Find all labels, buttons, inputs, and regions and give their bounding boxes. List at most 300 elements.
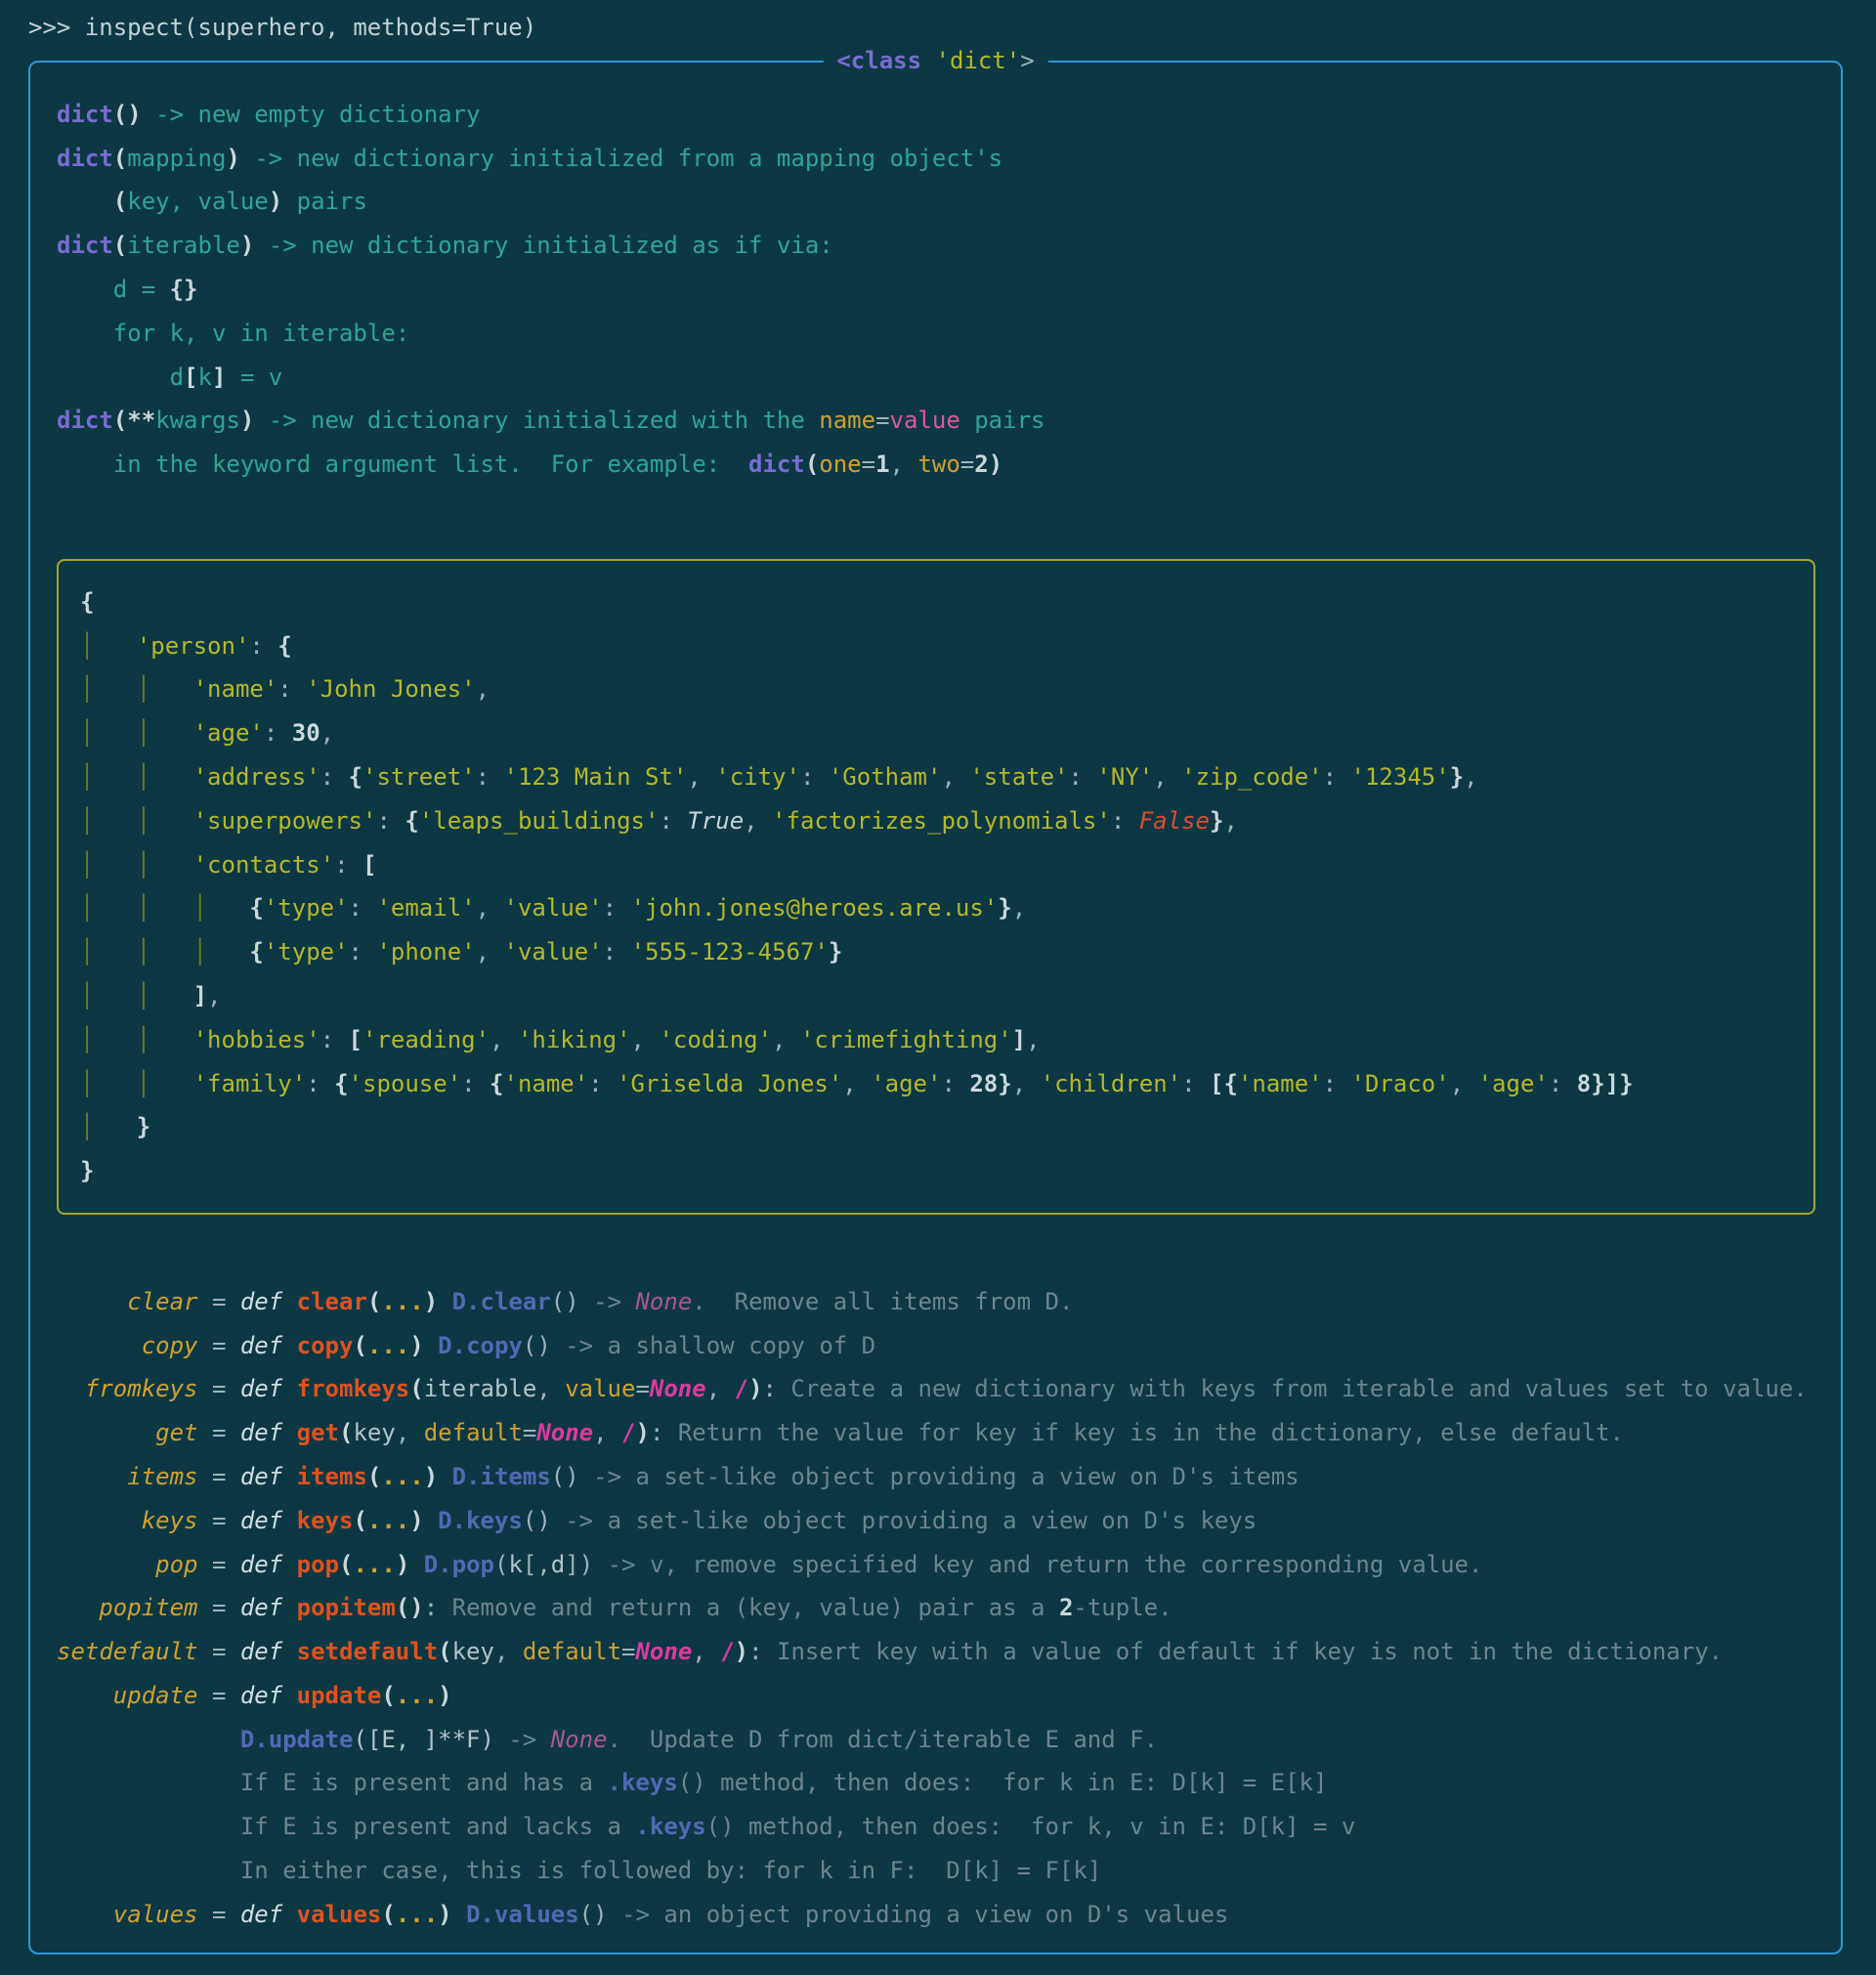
code-segment-s: 'value'	[503, 938, 603, 966]
docstring-line	[57, 224, 1825, 268]
code-segment-d: . Remove all items from D.	[692, 1287, 1074, 1315]
code-segment-kw: dict	[57, 144, 113, 172]
code-segment-p: :	[263, 719, 292, 748]
code-segment-ar: key	[451, 1638, 494, 1666]
code-segment-p: ,	[395, 1419, 424, 1447]
code-segment-p: =	[621, 1638, 636, 1666]
code-segment-p: :	[1548, 1069, 1577, 1097]
code-segment-br: }	[1449, 762, 1465, 791]
code-segment-t: d =	[57, 275, 170, 303]
code-segment-db: D.copy	[438, 1331, 523, 1359]
code-segment-s: 'person'	[136, 631, 250, 660]
methods-section	[57, 1280, 1825, 1937]
code-segment-p: =	[861, 451, 876, 479]
code-segment-n: 30	[291, 719, 320, 748]
code-segment-df: def	[239, 1900, 297, 1928]
code-segment-ar: ([E, ]**F)	[353, 1725, 494, 1753]
code-segment-mb: items	[296, 1462, 367, 1490]
code-segment-s: '555-123-4567'	[630, 938, 829, 966]
code-segment-db: D.keys	[438, 1506, 523, 1534]
code-segment-s: 'children'	[1040, 1069, 1182, 1097]
code-segment-t: mapping	[127, 144, 227, 172]
code-segment-s: 'age'	[192, 719, 264, 748]
code-segment-el: ...	[381, 1462, 424, 1490]
code-segment-s: 'crimefighting'	[799, 1025, 1012, 1053]
code-segment-br: )	[438, 1681, 452, 1709]
code-segment-br: }]}	[1591, 1069, 1634, 1097]
code-segment-t: for k, v in iterable:	[57, 319, 410, 347]
value-line	[80, 799, 1804, 843]
code-segment-p: :	[799, 762, 829, 791]
code-segment-t: d	[57, 363, 185, 391]
code-segment-nd: None	[635, 1287, 693, 1315]
method-line	[57, 1367, 1825, 1411]
code-segment-t: -> new dictionary initialized with the	[254, 407, 820, 435]
code-segment-p: ,	[687, 762, 716, 791]
code-segment-ar: k	[508, 1550, 523, 1578]
method-line	[57, 1499, 1825, 1543]
value-line	[80, 974, 1804, 1018]
value-line	[80, 886, 1804, 930]
code-segment-p: ,	[842, 1069, 872, 1097]
method-line	[57, 1411, 1825, 1455]
code-segment-p: ,	[475, 894, 504, 923]
code-segment-t: -> new dictionary initialized from a mapping object's	[239, 144, 1003, 172]
code-segment-s: 'name'	[192, 675, 278, 704]
code-segment-p: =	[197, 1594, 240, 1622]
docstring-line	[57, 312, 1825, 356]
code-segment-ar: d	[550, 1550, 566, 1578]
code-segment-p: =	[197, 1462, 240, 1490]
code-segment-br: {	[490, 1069, 504, 1097]
code-segment-p: :	[277, 675, 307, 704]
code-segment-el: ...	[366, 1331, 410, 1359]
value-line	[80, 755, 1804, 799]
method-line	[57, 1543, 1825, 1587]
code-segment-br: {	[405, 806, 419, 835]
code-segment-gd: │ │ │	[80, 894, 250, 923]
code-segment-p: ()	[522, 1506, 551, 1534]
code-segment-br: )	[239, 407, 255, 435]
code-segment-p: :	[762, 1375, 791, 1403]
code-segment-df: def	[239, 1550, 297, 1578]
code-segment-br: }	[998, 1069, 1012, 1097]
code-segment-p: :	[423, 1594, 452, 1622]
code-segment-s: 'address'	[192, 762, 320, 791]
code-segment-br: )	[409, 1331, 424, 1359]
method-line	[57, 1324, 1825, 1368]
code-segment-p: ,	[536, 1375, 566, 1403]
code-segment-s: 'age'	[871, 1069, 942, 1097]
code-segment-br: )	[423, 1462, 439, 1490]
docstring-section	[57, 93, 1825, 487]
panel-title	[823, 39, 1047, 83]
code-segment-br: [	[184, 363, 198, 391]
code-segment-s: 'factorizes_polynomials'	[772, 806, 1111, 835]
code-segment-t: in the keyword argument list. For example:	[57, 451, 749, 479]
code-segment-t: kwargs	[155, 407, 240, 435]
code-segment-t: pairs	[959, 407, 1045, 435]
method-line	[57, 1630, 1825, 1674]
code-segment-p: ,	[705, 1375, 735, 1403]
code-segment-br: (	[804, 451, 820, 479]
code-segment-el: ...	[366, 1506, 410, 1534]
code-segment-db: D.pop	[423, 1550, 494, 1578]
code-segment-gd: │ │	[80, 806, 193, 835]
code-segment-br: )	[226, 144, 240, 172]
code-segment-d: If E is present and has a	[239, 1769, 608, 1797]
code-segment-au: two	[917, 451, 960, 479]
method-line	[57, 1674, 1825, 1718]
code-segment-p: ,	[630, 1025, 660, 1053]
code-segment-no: None	[635, 1638, 693, 1666]
code-segment-p: :	[588, 1069, 618, 1097]
code-segment-p: ,	[593, 1419, 622, 1447]
code-segment-gd: │ │ │	[80, 938, 250, 966]
code-segment-mb: pop	[296, 1550, 340, 1578]
code-segment-s: 'phone'	[376, 938, 476, 966]
code-segment-br: {	[80, 587, 95, 616]
code-segment-p: :	[334, 850, 362, 879]
code-segment-br: }	[1209, 806, 1224, 835]
code-segment-no: None	[649, 1375, 706, 1403]
code-segment-fa: False	[1138, 806, 1210, 835]
code-segment-p: :	[1322, 762, 1351, 791]
code-segment-br: )	[438, 1900, 452, 1928]
code-segment-br: {}	[169, 275, 198, 303]
code-segment-p: ,	[320, 719, 335, 748]
code-segment-t: -> new empty dictionary	[141, 100, 481, 128]
code-segment-el: ...	[353, 1550, 396, 1578]
code-segment-gd: │	[80, 1113, 137, 1141]
code-segment-br: )	[268, 188, 283, 216]
code-segment-gd: │ │	[80, 719, 193, 748]
code-segment-br: (	[409, 1375, 424, 1403]
code-segment-mi: pop	[57, 1550, 198, 1578]
code-segment-p: :	[376, 806, 405, 835]
code-segment-p: ,	[889, 451, 918, 479]
code-segment-n: 28	[969, 1069, 999, 1097]
code-segment-mi: get	[57, 1419, 198, 1447]
code-segment-s: 'zip_code'	[1181, 762, 1323, 791]
code-segment-br: (	[353, 1331, 367, 1359]
code-segment-db: D.update	[239, 1725, 354, 1753]
code-segment-br: (	[112, 232, 128, 260]
code-segment-br: (	[366, 1287, 382, 1315]
code-segment-p: ,	[475, 675, 490, 704]
method-line	[57, 1455, 1825, 1499]
code-segment-p: ,	[207, 981, 222, 1009]
code-segment-p	[57, 1857, 240, 1884]
value-line	[80, 711, 1804, 755]
code-segment-gd: │ │	[80, 675, 193, 704]
code-segment-el: ...	[395, 1900, 439, 1928]
code-segment-p: :	[941, 1069, 970, 1097]
code-segment-br: (	[353, 1506, 367, 1534]
code-segment-p	[409, 1551, 423, 1578]
code-segment-p: ,	[475, 938, 504, 966]
code-segment-p: :	[249, 631, 278, 660]
class-dict-panel	[28, 46, 1843, 1954]
code-segment-mb: get	[296, 1419, 340, 1447]
code-segment-s: 'age'	[1477, 1069, 1549, 1097]
method-line	[57, 1280, 1825, 1324]
code-segment-kw: dict	[57, 100, 113, 128]
code-segment-br: }	[136, 1113, 151, 1141]
code-segment-s: 'name'	[1237, 1069, 1323, 1097]
code-segment-p: :	[320, 1025, 349, 1053]
code-segment-br: }	[998, 894, 1012, 923]
code-segment-au: name	[819, 407, 876, 435]
code-segment-kw: dict	[57, 407, 113, 435]
value-line	[80, 667, 1804, 711]
code-segment-db: D.values	[466, 1900, 579, 1928]
code-segment-d: -tuple.	[1073, 1594, 1172, 1622]
code-segment-br: (	[438, 1638, 452, 1666]
code-segment-s: 'Draco'	[1350, 1069, 1450, 1097]
code-segment-br: ]	[211, 363, 227, 391]
code-segment-p: ,	[493, 1638, 523, 1666]
code-segment-el: ...	[395, 1681, 439, 1709]
code-segment-d: If E is present and lacks a	[239, 1813, 636, 1841]
code-segment-ar: iterable	[423, 1375, 537, 1403]
code-segment-db: D.items	[451, 1462, 551, 1490]
code-segment-p: ,	[744, 806, 773, 835]
code-segment-gd: │	[80, 631, 137, 660]
code-segment-p: :	[461, 1069, 490, 1097]
code-segment-df: def	[239, 1681, 297, 1709]
code-segment-mi: copy	[57, 1331, 198, 1359]
code-segment-p: :	[348, 938, 377, 966]
value-preview-box	[57, 559, 1815, 1215]
code-segment-br: (	[339, 1419, 354, 1447]
code-segment-mi: fromkeys	[57, 1375, 198, 1403]
code-segment-df: def	[239, 1375, 297, 1403]
code-segment-p: =	[635, 1375, 650, 1403]
code-segment-mi: keys	[57, 1506, 198, 1534]
docstring-line	[57, 93, 1825, 137]
method-line	[57, 1849, 1825, 1893]
method-line	[57, 1893, 1825, 1937]
code-segment-d: -> v, remove specified key and return the corresponding value.	[593, 1550, 1483, 1578]
docstring-line	[57, 443, 1825, 487]
code-segment-d: Create a new dictionary with keys from iterable and values set to value.	[790, 1375, 1808, 1403]
code-segment-p: ()	[578, 1900, 608, 1928]
code-segment-p: =	[197, 1419, 240, 1447]
code-segment-sl: /	[734, 1375, 749, 1403]
code-segment-d: ->	[578, 1287, 636, 1315]
code-segment-p: :	[475, 762, 504, 791]
code-segment-mb: update	[296, 1681, 382, 1709]
code-segment-br: (	[339, 1550, 354, 1578]
code-segment-d: -> a set-like object providing a view on D's items	[578, 1462, 1300, 1490]
code-segment-p: ,	[692, 1638, 721, 1666]
value-line	[80, 624, 1804, 668]
code-segment-s: 'name'	[503, 1069, 589, 1097]
blank-line	[57, 1236, 1825, 1280]
code-segment-p: ,	[490, 1025, 518, 1053]
docstring-line	[57, 356, 1825, 400]
code-segment-br: (	[366, 1462, 382, 1490]
code-segment-gd: │ │	[80, 762, 193, 791]
code-segment-mb: keys	[296, 1506, 354, 1534]
code-segment-p: :	[1068, 762, 1097, 791]
code-segment-n: 2	[1058, 1594, 1074, 1622]
code-segment-p: ,	[941, 762, 970, 791]
code-segment-mb: fromkeys	[296, 1375, 410, 1403]
code-segment-br: [	[348, 1025, 362, 1053]
code-segment-df: def	[239, 1419, 297, 1447]
method-line	[57, 1586, 1825, 1630]
code-segment-n: 1	[875, 451, 890, 479]
code-segment-s: 'john.jones@heroes.are.us'	[630, 894, 999, 923]
value-line	[80, 1105, 1804, 1149]
code-segment-el: ...	[381, 1287, 424, 1315]
code-segment-br: )	[635, 1419, 650, 1447]
code-segment-p: :	[1322, 1069, 1351, 1097]
value-line	[80, 930, 1804, 974]
code-segment-df: def	[239, 1287, 297, 1315]
code-segment-br: {	[249, 894, 264, 923]
code-segment-kw: <class	[836, 46, 936, 74]
code-segment-br: )	[734, 1638, 749, 1666]
code-segment-p: =	[522, 1419, 537, 1447]
code-segment-p: :	[1181, 1069, 1211, 1097]
code-segment-mi: setdefault	[57, 1638, 198, 1666]
code-segment-s: '123 Main St'	[503, 762, 688, 791]
code-segment-p: :	[659, 806, 688, 835]
code-segment-br: [{	[1210, 1069, 1238, 1097]
code-segment-s: 'leaps_buildings'	[418, 806, 660, 835]
code-segment-t	[57, 188, 113, 215]
code-segment-d: () method, then does: for k, v in E: D[k] = v	[705, 1813, 1356, 1841]
code-segment-p: :	[602, 938, 631, 966]
code-segment-mi: items	[57, 1462, 198, 1490]
code-segment-br: )	[395, 1550, 410, 1578]
code-segment-d: . Update D from dict/iterable E and F.	[607, 1725, 1159, 1753]
code-segment-p: =	[197, 1550, 240, 1578]
code-segment-mb: setdefault	[296, 1638, 439, 1666]
code-segment-d: ->	[493, 1725, 551, 1753]
code-segment-br: )	[239, 232, 255, 260]
code-segment-p	[424, 1507, 438, 1534]
code-segment-t: pairs	[282, 188, 367, 216]
code-segment-p: :	[602, 894, 631, 923]
code-segment-p: ,	[772, 1025, 800, 1053]
code-segment-br: }	[80, 1157, 95, 1185]
code-segment-n: 8	[1576, 1069, 1592, 1097]
code-segment-p: ()	[550, 1462, 579, 1490]
code-segment-mi: popitem	[57, 1594, 198, 1622]
value-line	[80, 843, 1804, 887]
code-segment-s: 'Griselda Jones'	[617, 1069, 843, 1097]
code-segment-gd: │ │	[80, 1069, 193, 1097]
code-segment-p: :	[748, 1638, 777, 1666]
docstring-line	[57, 399, 1825, 443]
code-segment-br: ]	[192, 981, 208, 1009]
code-segment-nd: None	[550, 1725, 608, 1753]
code-segment-p: =	[197, 1900, 240, 1928]
code-segment-s: 'contacts'	[192, 850, 335, 879]
code-segment-au: value	[565, 1375, 636, 1403]
code-segment-mi: clear	[57, 1287, 198, 1315]
code-segment-kw: dict	[748, 451, 805, 479]
code-segment-p: =	[197, 1287, 240, 1315]
code-segment-br: )	[409, 1506, 424, 1534]
code-segment-p: ,	[1011, 1069, 1041, 1097]
code-segment-gd: │ │	[80, 850, 193, 879]
code-segment-p: ,	[1464, 762, 1478, 791]
code-segment-br: (	[112, 144, 128, 172]
code-segment-s: 'value'	[503, 894, 603, 923]
method-line	[57, 1718, 1825, 1762]
code-segment-kw: dict	[57, 232, 113, 260]
repl-prompt-line: >>> inspect(superhero, methods=True)	[28, 14, 537, 41]
code-segment-s: 'dict'	[935, 46, 1021, 74]
code-segment-s: 'coding'	[659, 1025, 773, 1053]
code-segment-df: def	[239, 1506, 297, 1534]
value-line	[80, 580, 1804, 624]
code-segment-t: iterable	[127, 232, 240, 260]
method-line	[57, 1761, 1825, 1805]
code-segment-db: .keys	[607, 1769, 678, 1797]
code-segment-s: 'type'	[263, 894, 349, 923]
code-segment-br: (	[381, 1900, 396, 1928]
code-segment-p: (	[493, 1550, 509, 1578]
code-segment-s: 'street'	[362, 762, 476, 791]
code-segment-br: ]	[1011, 1025, 1027, 1053]
code-segment-s: 'Gotham'	[828, 762, 942, 791]
code-segment-au: default	[423, 1419, 523, 1447]
code-segment-au: default	[522, 1638, 622, 1666]
code-segment-p	[438, 1463, 451, 1490]
value-line	[80, 1018, 1804, 1062]
code-segment-p: :	[306, 1069, 335, 1097]
code-segment-p: ()	[550, 1287, 579, 1315]
code-segment-ar: key	[353, 1419, 396, 1447]
code-segment-p: :	[1110, 806, 1139, 835]
code-segment-d: Return the value for key if key is in the dictionary, else default.	[677, 1419, 1624, 1447]
code-segment-p: ,	[1449, 1069, 1478, 1097]
code-segment-p	[438, 1288, 451, 1315]
code-segment-d: Insert key with a value of default if key is not in the dictionary.	[777, 1638, 1724, 1666]
code-segment-t: key, value	[127, 188, 269, 216]
code-segment-br: ()	[395, 1594, 424, 1622]
code-segment-br: ()	[112, 100, 142, 128]
code-segment-d: () method, then does: for k in E: D[k] = E[k]	[677, 1769, 1328, 1797]
code-segment-t: -> new dictionary initialized as if via:	[254, 232, 833, 260]
code-segment-mb: values	[296, 1900, 382, 1928]
code-segment-mb: popitem	[296, 1594, 396, 1622]
code-segment-br: {	[348, 762, 362, 791]
code-segment-br: {	[277, 631, 292, 660]
code-segment-db: D.clear	[451, 1287, 551, 1315]
code-segment-sl: /	[720, 1638, 735, 1666]
code-segment-br: (**	[112, 407, 156, 435]
code-segment-p: ()	[522, 1331, 551, 1359]
code-segment-s: 'city'	[715, 762, 800, 791]
docstring-line	[57, 180, 1825, 224]
value-line	[80, 1062, 1804, 1106]
code-segment-p: ])	[565, 1550, 594, 1578]
code-segment-d: -> an object providing a view on D's values	[607, 1900, 1229, 1928]
code-segment-p	[57, 1726, 240, 1753]
code-segment-p: =	[197, 1331, 240, 1359]
code-segment-p: =	[197, 1375, 240, 1403]
code-segment-s: 'hiking'	[517, 1025, 631, 1053]
code-segment-d: Remove and return a (key, value) pair as a	[451, 1594, 1059, 1622]
code-segment-p	[57, 1813, 240, 1840]
